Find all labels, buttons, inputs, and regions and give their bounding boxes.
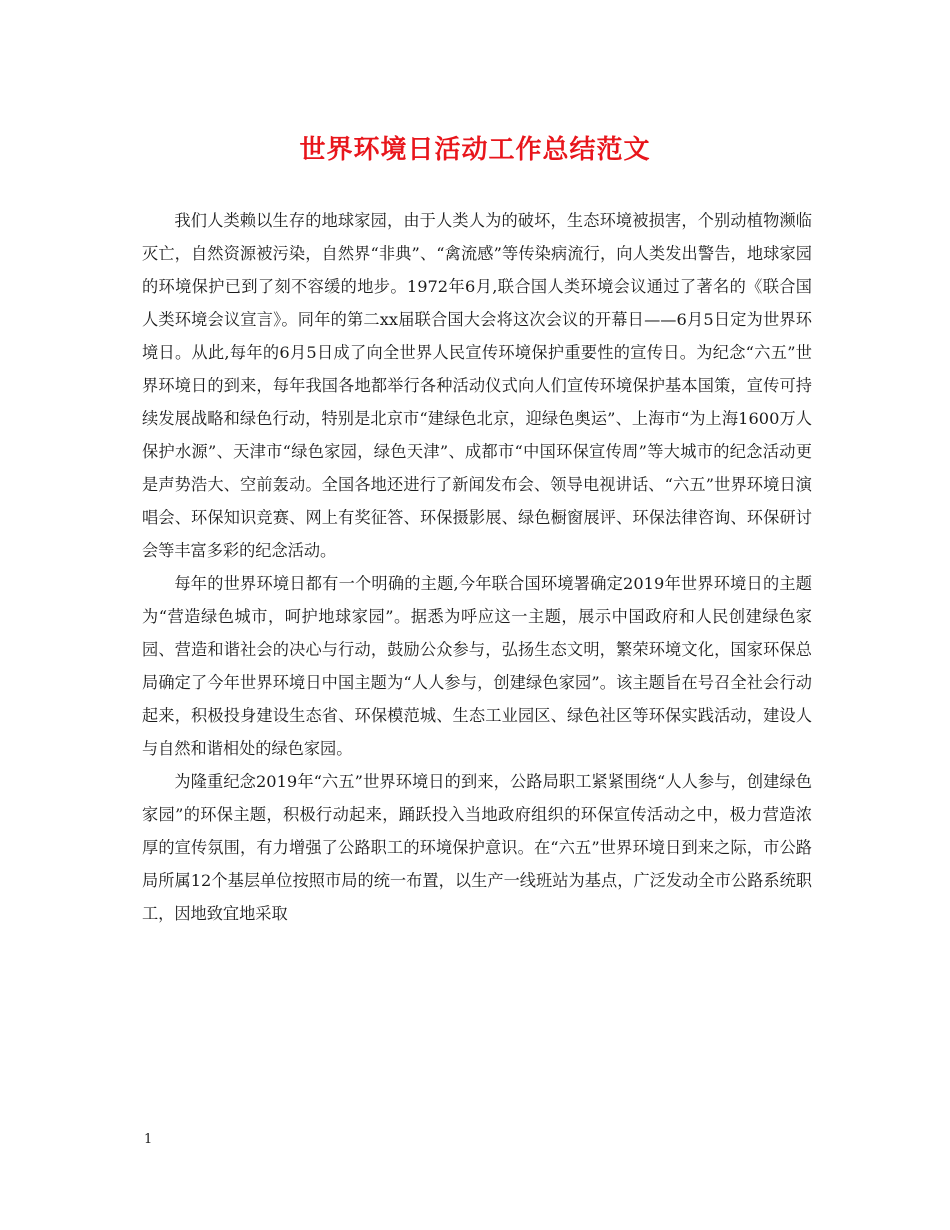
page-number: 1 [144, 1132, 153, 1147]
paragraph-1: 我们人类赖以生存的地球家园，由于人类人为的破坏，生态环境被损害，个别动植物濒临灭亡，自然资源被污染，自然界“非典”、“禽流感”等传染病流行，向人类发出警告，地球家园的环境保护已到了刻不容缓的地步。1972年6月,联合国人类环境会议通过了著名的《联合国人类环境会议宣言》。同年的第二xx届联合国大会将这次会议的开幕日——6月5日定为世界环境日。从此,每年的6月5日成了向全世界人民宣传环境保护重要性的宣传日。为纪念“六五”世界环境日的到来，每年我国各地都举行各种活动仪式向人们宣传环境保护基本国策，宣传可持续发展战略和绿色行动，特别是北京市“建绿色北京，迎绿色奥运”、上海市“为上海1600万人保护水源”、天津市“绿色家园，绿色天津”、成都市“中国环保宣传周”等大城市的纪念活动更是声势浩大、空前轰动。全国各地还进行了新闻发布会、领导电视讲话、“六五”世界环境日演唱会、环保知识竞赛、网上有奖征答、环保摄影展、绿色橱窗展评、环保法律咨询、环保研讨会等丰富多彩的纪念活动。 [142, 211, 812, 560]
paragraph-3: 为隆重纪念2019年“六五”世界环境日的到来，公路局职工紧紧围绕“人人参与，创建绿色家园”的环保主题，积极行动起来，踊跃投入当地政府组织的环保宣传活动之中，极力营造浓厚的宣传氛围，有力增强了公路职工的环境保护意识。在“六五”世界环境日到来之际，市公路局所属12个基层单位按照市局的统一布置，以生产一线班站为基点，广泛发动全市公路系统职工，因地致宜地采取 [142, 772, 812, 923]
document-title: 世界环境日活动工作总结范文 [299, 135, 651, 165]
paragraph-2: 每年的世界环境日都有一个明确的主题,今年联合国环境署确定2019年世界环境日的主题为“营造绿色城市，呵护地球家园”。据悉为呼应这一主题，展示中国政府和人民创建绿色家园、营造和谐社会的决心与行动，鼓励公众参与，弘扬生态文明，繁荣环境文化，国家环保总局确定了今年世界环境日中国主题为“人人参与，创建绿色家园”。该主题旨在号召全社会行动起来，积极投身建设生态省、环保模范城、生态工业园区、绿色社区等环保实践活动，建设人与自然和谐相处的绿色家园。 [142, 574, 812, 758]
document-body [142, 204, 812, 930]
